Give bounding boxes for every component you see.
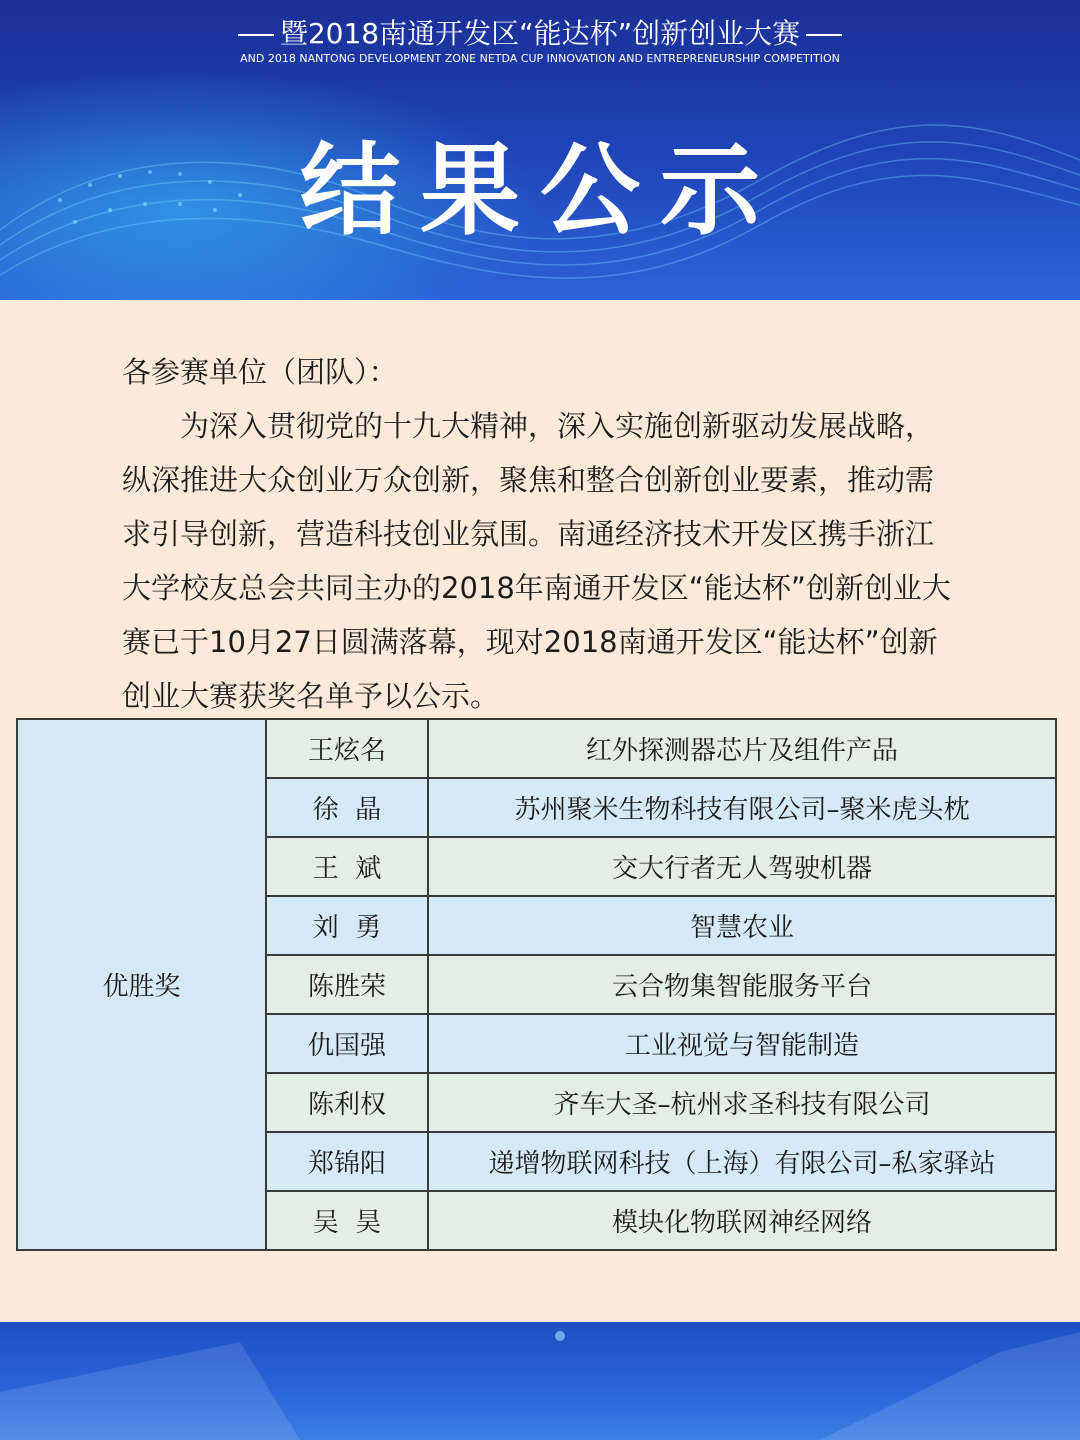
award-category: 优胜奖 <box>17 719 266 1250</box>
awards-table <box>16 718 1057 1251</box>
page-title: 结果公示 <box>300 132 780 249</box>
winner-name: 陈胜荣 <box>266 955 428 1014</box>
winner-name: 仇国强 <box>266 1014 428 1073</box>
winner-name: 徐 晶 <box>266 778 428 837</box>
notice-body: 为深入贯彻党的十九大精神，深入实施创新驱动发展战略，纵深推进大众创业万众创新，聚焦和整合创新创业要素，推动需求引导创新，营造科技创业氛围。南通经济技术开发区携手浙江大学校友总会共同主办的2018年南通开发区“能达杯”创新创业大赛已于10月27日圆满落幕，现对2018南通开发区“能达杯”创新创业大赛获奖名单予以公示。 <box>122 409 951 713</box>
footer-decoration <box>0 1322 1080 1440</box>
awards-table-body <box>17 719 1056 1250</box>
event-subtitle <box>0 12 1080 52</box>
notice-text <box>122 345 962 723</box>
project-title: 交大行者无人驾驶机器 <box>428 837 1056 896</box>
winner-name: 王 斌 <box>266 837 428 896</box>
winner-name: 郑锦阳 <box>266 1132 428 1191</box>
project-title: 模块化物联网神经网络 <box>428 1191 1056 1250</box>
event-subtitle-text: 暨2018南通开发区“能达杯”创新创业大赛 <box>279 17 801 50</box>
winner-name: 刘 勇 <box>266 896 428 955</box>
dash-left <box>238 34 274 36</box>
project-title: 递增物联网科技（上海）有限公司–私家驿站 <box>428 1132 1056 1191</box>
winner-name: 王炫名 <box>266 719 428 778</box>
project-title: 智慧农业 <box>428 896 1056 955</box>
winner-name: 陈利权 <box>266 1073 428 1132</box>
project-title: 齐车大圣–杭州求圣科技有限公司 <box>428 1073 1056 1132</box>
event-subtitle-en: AND 2018 NANTONG DEVELOPMENT ZONE NETDA CUP INNOVATION AND ENTREPRENEURSHIP COMPETITION <box>240 52 840 65</box>
winner-name: 吴 昊 <box>266 1191 428 1250</box>
project-title: 红外探测器芯片及组件产品 <box>428 719 1056 778</box>
notice-greeting: 各参赛单位（团队）： <box>122 355 398 389</box>
table-row <box>17 719 1056 778</box>
header-banner <box>0 0 1080 300</box>
project-title: 苏州聚米生物科技有限公司–聚米虎头枕 <box>428 778 1056 837</box>
footer-banner <box>0 1322 1080 1440</box>
project-title: 云合物集智能服务平台 <box>428 955 1056 1014</box>
dash-right <box>806 34 842 36</box>
project-title: 工业视觉与智能制造 <box>428 1014 1056 1073</box>
